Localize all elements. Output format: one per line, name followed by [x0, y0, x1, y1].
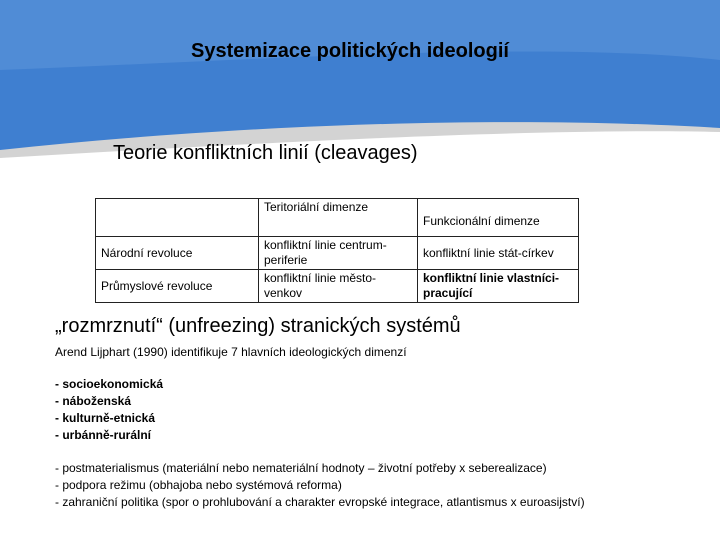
list-item: - podpora režimu (obhajoba nebo systémová reforma): [55, 478, 342, 492]
additional-dimensions-list: [55, 460, 585, 511]
dimensions-list: [55, 376, 163, 444]
row-label: Národní revoluce: [96, 237, 259, 270]
table-row: [96, 237, 579, 270]
functional-cell: konfliktní linie stát-církev: [418, 237, 579, 270]
slide-title: Systemizace politických ideologií: [191, 40, 509, 62]
list-item: - zahraniční politika (spor o prohlubování a charakter evropské integrace, atlantismus x euroasijství): [55, 495, 585, 509]
list-item: - socioekonomická: [55, 377, 164, 391]
subtitle: Teorie konfliktních linií (cleavages): [113, 142, 418, 164]
functional-cell: konfliktní linie vlastníci-pracující: [418, 270, 579, 303]
cleavage-table: [95, 198, 579, 303]
table-header-empty: [96, 199, 259, 237]
list-item: - náboženská: [55, 394, 132, 408]
list-item: - kulturně-etnická: [55, 411, 156, 425]
list-item: - postmaterialismus (materiální nebo nemateriální hodnoty – životní potřeby x seberealizace): [55, 461, 547, 475]
list-item: - urbánně-rurální: [55, 428, 152, 442]
header-wave-graphic: [0, 0, 720, 160]
intro-line: Arend Lijphart (1990) identifikuje 7 hlavních ideologických dimenzí: [55, 345, 407, 359]
territorial-cell: konfliktní linie centrum-periferie: [259, 237, 418, 270]
table-header-territorial: Teritoriální dimenze: [259, 199, 418, 237]
row-label: Průmyslové revoluce: [96, 270, 259, 303]
table-header-functional: Funkcionální dimenze: [418, 199, 579, 237]
table-header-row: [96, 199, 579, 237]
section-heading: „rozmrznutí“ (unfreezing) stranických systémů: [55, 315, 461, 337]
territorial-cell: konfliktní linie město-venkov: [259, 270, 418, 303]
header-banner: [0, 0, 720, 160]
table-row: [96, 270, 579, 303]
